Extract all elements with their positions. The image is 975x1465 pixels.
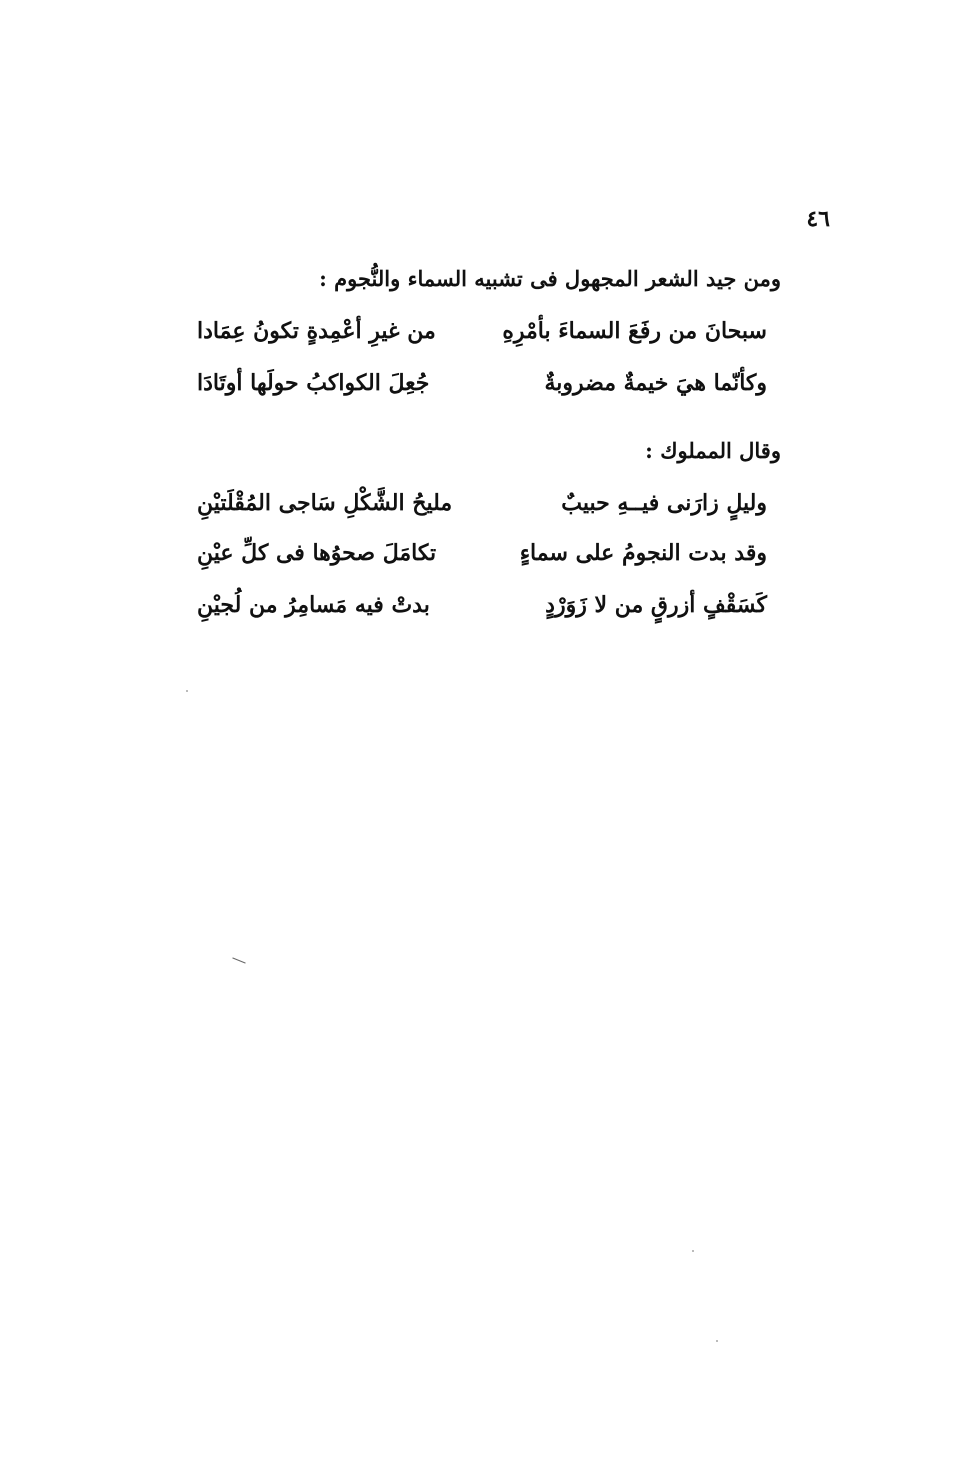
poem-verse <box>197 540 767 580</box>
verse-second-hemistich: من غيرِ أعْمِدةٍ تكونُ عِمَادا <box>197 318 436 344</box>
scan-speck <box>692 1250 694 1252</box>
poem-verse <box>197 490 767 530</box>
poem-verse <box>197 318 767 358</box>
verse-first-hemistich: وكأنّما هيَ خيمةٌ مضروبةٌ <box>544 370 767 396</box>
scan-speck <box>716 1340 718 1342</box>
section-heading: وقال المملوك : <box>645 438 781 463</box>
verse-first-hemistich: سبحانَ من رفَعَ السماءَ بأمْرِهِ <box>502 318 767 344</box>
verse-first-hemistich: كَسَقْفٍ أزرقٍ من لا زَوَرْدٍ <box>545 592 767 618</box>
page-number: ٤٦ <box>806 206 830 232</box>
verse-first-hemistich: وليلٍ زارَنى فيــهِ حبيبٌ <box>561 490 767 516</box>
section-heading: ومن جيد الشعر المجهول فى تشبيه السماء والنُّجوم : <box>319 266 781 291</box>
verse-first-hemistich: وقد بدت النجومُ على سماءٍ <box>519 540 767 566</box>
verse-second-hemistich: جُعِلَ الكواكبُ حولَها أوتَادَا <box>197 370 430 396</box>
verse-second-hemistich: مليحُ الشَّكْلِ سَاجى المُقْلَتيْنِ <box>197 490 453 516</box>
poem-verse <box>197 370 767 410</box>
verse-second-hemistich: بدتْ فيه مَسامِرُ من لُجيْنِ <box>197 592 430 618</box>
scan-speck <box>186 690 188 692</box>
poem-verse <box>197 592 767 632</box>
stray-scan-mark <box>232 957 245 963</box>
verse-second-hemistich: تكامَلَ صحوُها فى كلِّ عيْنِ <box>197 540 437 566</box>
